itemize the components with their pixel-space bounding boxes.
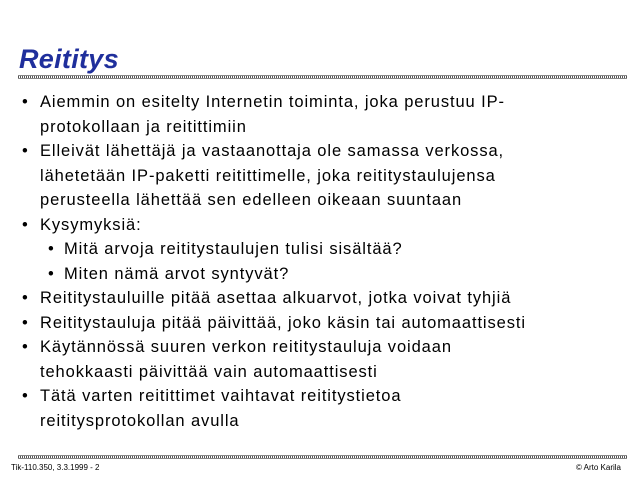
bullet-item	[22, 90, 622, 139]
bullet-text-line: Tätä varten reitittimet vaihtavat reititystietoa	[40, 387, 402, 405]
bullet-text-line: Reititystauluille pitää asettaa alkuarvot, jotka voivat tyhjiä	[40, 289, 512, 307]
bullet-item	[22, 286, 622, 311]
sub-bullet-item	[22, 237, 622, 262]
bullet-marker: •	[22, 338, 29, 356]
bullet-item	[22, 213, 622, 238]
bullet-marker: •	[22, 142, 29, 160]
bullet-marker: •	[22, 387, 29, 405]
bullet-marker: •	[22, 93, 29, 111]
bullet-marker: •	[22, 313, 29, 332]
bullet-item	[22, 139, 622, 213]
bullet-marker: •	[22, 289, 29, 307]
bullet-text-line: Käytännössä suuren verkon reititystauluja voidaan	[40, 338, 452, 356]
slide-title: Reititys	[19, 44, 119, 74]
bullet-list	[22, 90, 622, 433]
bullet-text-line: tehokkaasti päivittää vain automaattisesti	[40, 362, 378, 381]
bullet-text-line: protokollaan ja reitittimiin	[40, 117, 247, 136]
footer-course-info: Tik-110.350, 3.3.1999 - 2	[11, 463, 100, 472]
bullet-text-line: Reititystauluja pitää päivittää, joko käsin tai automaattisesti	[40, 313, 526, 332]
bullet-item	[22, 311, 622, 336]
bullet-item	[22, 335, 622, 384]
bullet-item	[22, 384, 622, 433]
bullet-text-line: reititysprotokollan avulla	[40, 411, 240, 430]
bullet-text-line: Miten nämä arvot syntyvät?	[64, 264, 290, 283]
footer-divider	[18, 455, 627, 459]
bullet-marker: •	[22, 215, 29, 234]
bullet-marker: •	[48, 240, 55, 258]
bullet-marker: •	[48, 264, 55, 283]
bullet-text-line: Mitä arvoja reititystaulujen tulisi sisältää?	[64, 240, 403, 258]
bullet-text-line: Kysymyksiä:	[40, 215, 142, 234]
sub-bullet-item	[22, 262, 622, 287]
title-divider	[18, 75, 627, 79]
bullet-text-line: lähetetään IP-paketti reitittimelle, joka reititystaulujensa	[40, 166, 496, 185]
bullet-text-line: Aiemmin on esitelty Internetin toiminta, joka perustuu IP-	[40, 93, 505, 111]
footer-copyright: © Arto Karila	[575, 463, 621, 472]
bullet-text-line: perusteella lähettää sen edelleen oikeaan suuntaan	[40, 191, 463, 209]
bullet-text-line: Elleivät lähettäjä ja vastaanottaja ole samassa verkossa,	[40, 142, 505, 160]
